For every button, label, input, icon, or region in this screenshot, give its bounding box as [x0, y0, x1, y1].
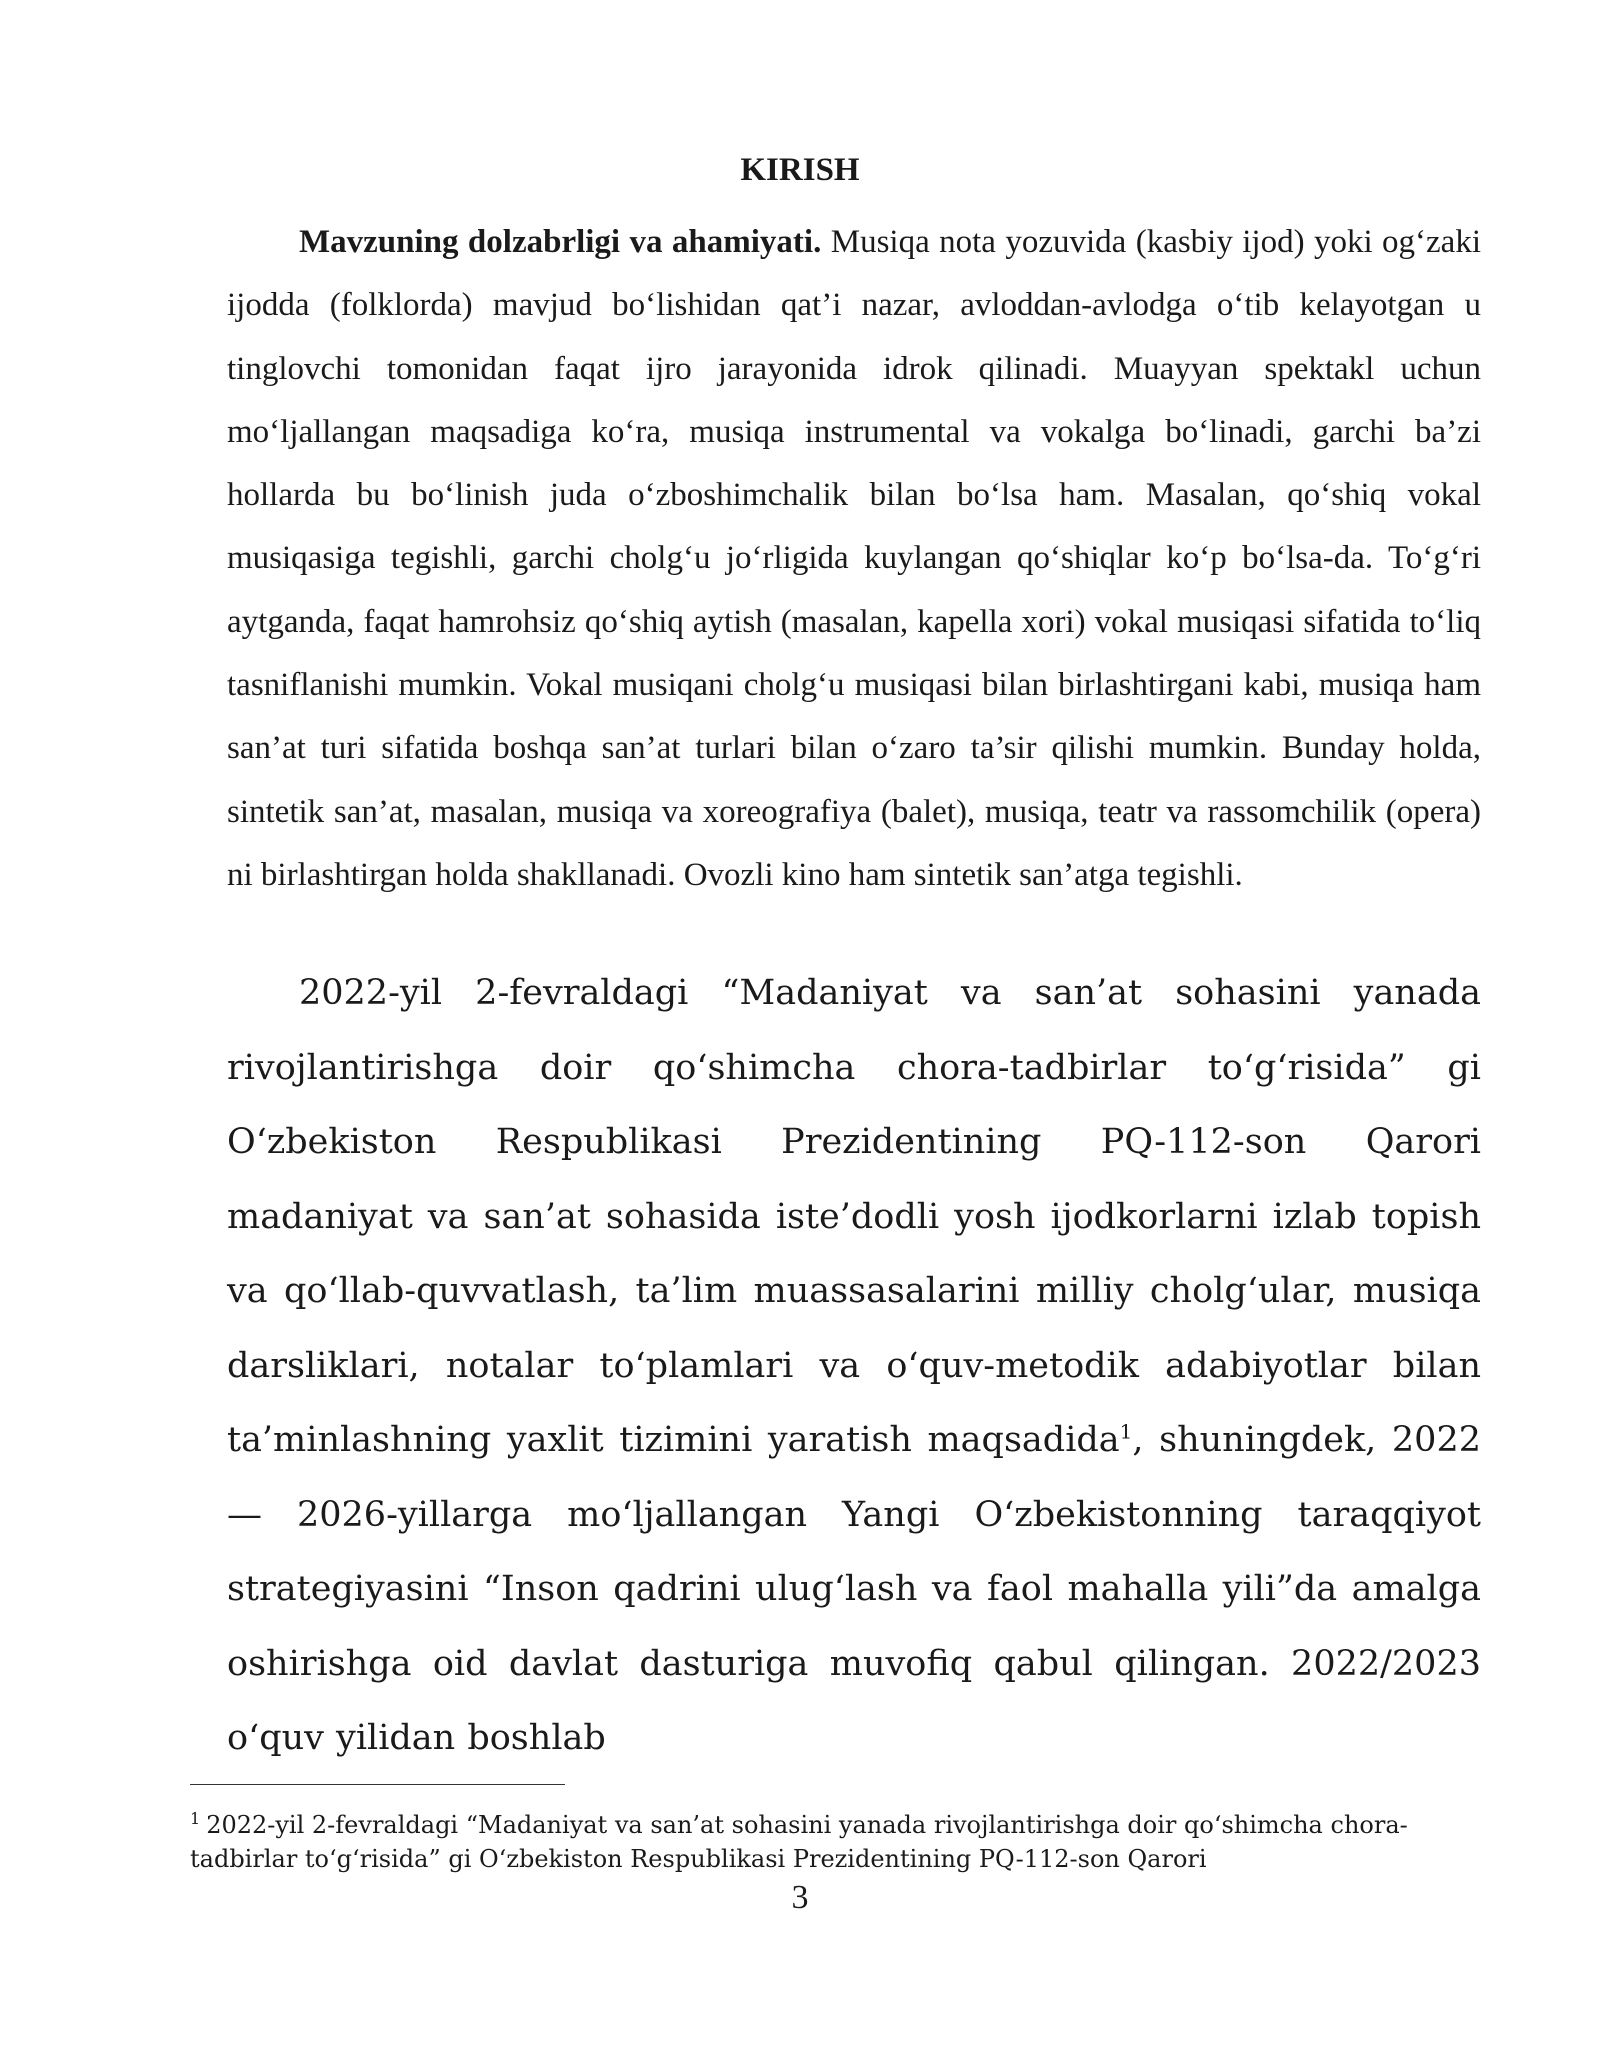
paragraph-lead: Mavzuning dolzabrligi va ahamiyati.	[299, 224, 822, 260]
section-heading: KIRISH	[740, 152, 860, 188]
paragraph-decree	[227, 956, 1481, 1776]
footnote-reference[interactable]: 1	[1119, 1419, 1133, 1444]
footnote-marker: 1	[190, 1809, 201, 1828]
footnote	[190, 1808, 1440, 1876]
page-number: 3	[791, 1879, 809, 1916]
footnote-text: 2022-yil 2-fevraldagi “Madaniyat va san’at sohasini yanada rivojlantirishga doir qo‘shimcha chora-tadbirlar to‘g‘risida” gi O‘zbekiston Respublikasi Prezidentining PQ-112-son Qarori	[190, 1811, 1408, 1873]
paragraph-body: Musiqa nota yozuvida (kasbiy ijod) yoki og‘zaki ijodda (folklorda) mavjud bo‘lishidan qat’i nazar, avloddan-avlodga o‘tib kelayotgan u tinglovchi tomonidan faqat ijro jarayonida idrok qilinadi. Muayyan spektakl uchun mo‘ljallangan maqsadiga ko‘ra, musiqa instrumental va vokalga bo‘linadi, garchi ba’zi hollarda bu bo‘linish juda o‘zboshimchalik bilan bo‘lsa ham. Masalan, qo‘shiq vokal musiqasiga tegishli, garchi cholg‘u jo‘rligida kuylangan qo‘shiqlar ko‘p bo‘lsa-da. To‘g‘ri aytganda, faqat hamrohsiz qo‘shiq aytish (masalan, kapella xori) vokal musiqasi sifatida to‘liq tasniflanishi mumkin. Vokal musiqani cholg‘u musiqasi bilan birlashtirgani kabi, musiqa ham san’at turi sifatida boshqa san’at turlari bilan o‘zaro ta’sir qilishi mumkin. Bunday holda, sintetik san’at, masalan, musiqa va xoreografiya (balet), musiqa, teatr va rassomchilik (opera) ni birlashtirgan holda shakllanadi. Ovozli kino ham sintetik san’atga tegishli.	[227, 224, 1481, 893]
paragraph-body-before-ref: 2022-yil 2-fevraldagi “Madaniyat va san’at sohasini yanada rivojlantirishga doir qo‘shimcha chora-tadbirlar to‘g‘risida” gi O‘zbekiston Respublikasi Prezidentining PQ-112-son Qarori madaniyat va san’at sohasida iste’dodli yosh ijodkorlarni izlab topish va qo‘llab-quvvatlash, ta’lim muassasalarini milliy cholg‘ular, musiqa darsliklari, notalar to‘plamlari va o‘quv-metodik adabiyotlar bilan ta’minlashning yaxlit tizimini yaratish maqsadida	[227, 973, 1481, 1460]
paragraph-body-after-ref: , shuningdek, 2022 — 2026-yillarga mo‘ljallangan Yangi O‘zbekistonning taraqqiyot strategiyasini “Inson qadrini ulug‘lash va faol mahalla yili”da amalga oshirishga oid davlat dasturiga muvofiq qabul qilingan. 2022/2023 o‘quv yilidan boshlab	[227, 1420, 1481, 1758]
paragraph-relevance	[227, 211, 1481, 907]
footnote-separator	[190, 1784, 565, 1785]
